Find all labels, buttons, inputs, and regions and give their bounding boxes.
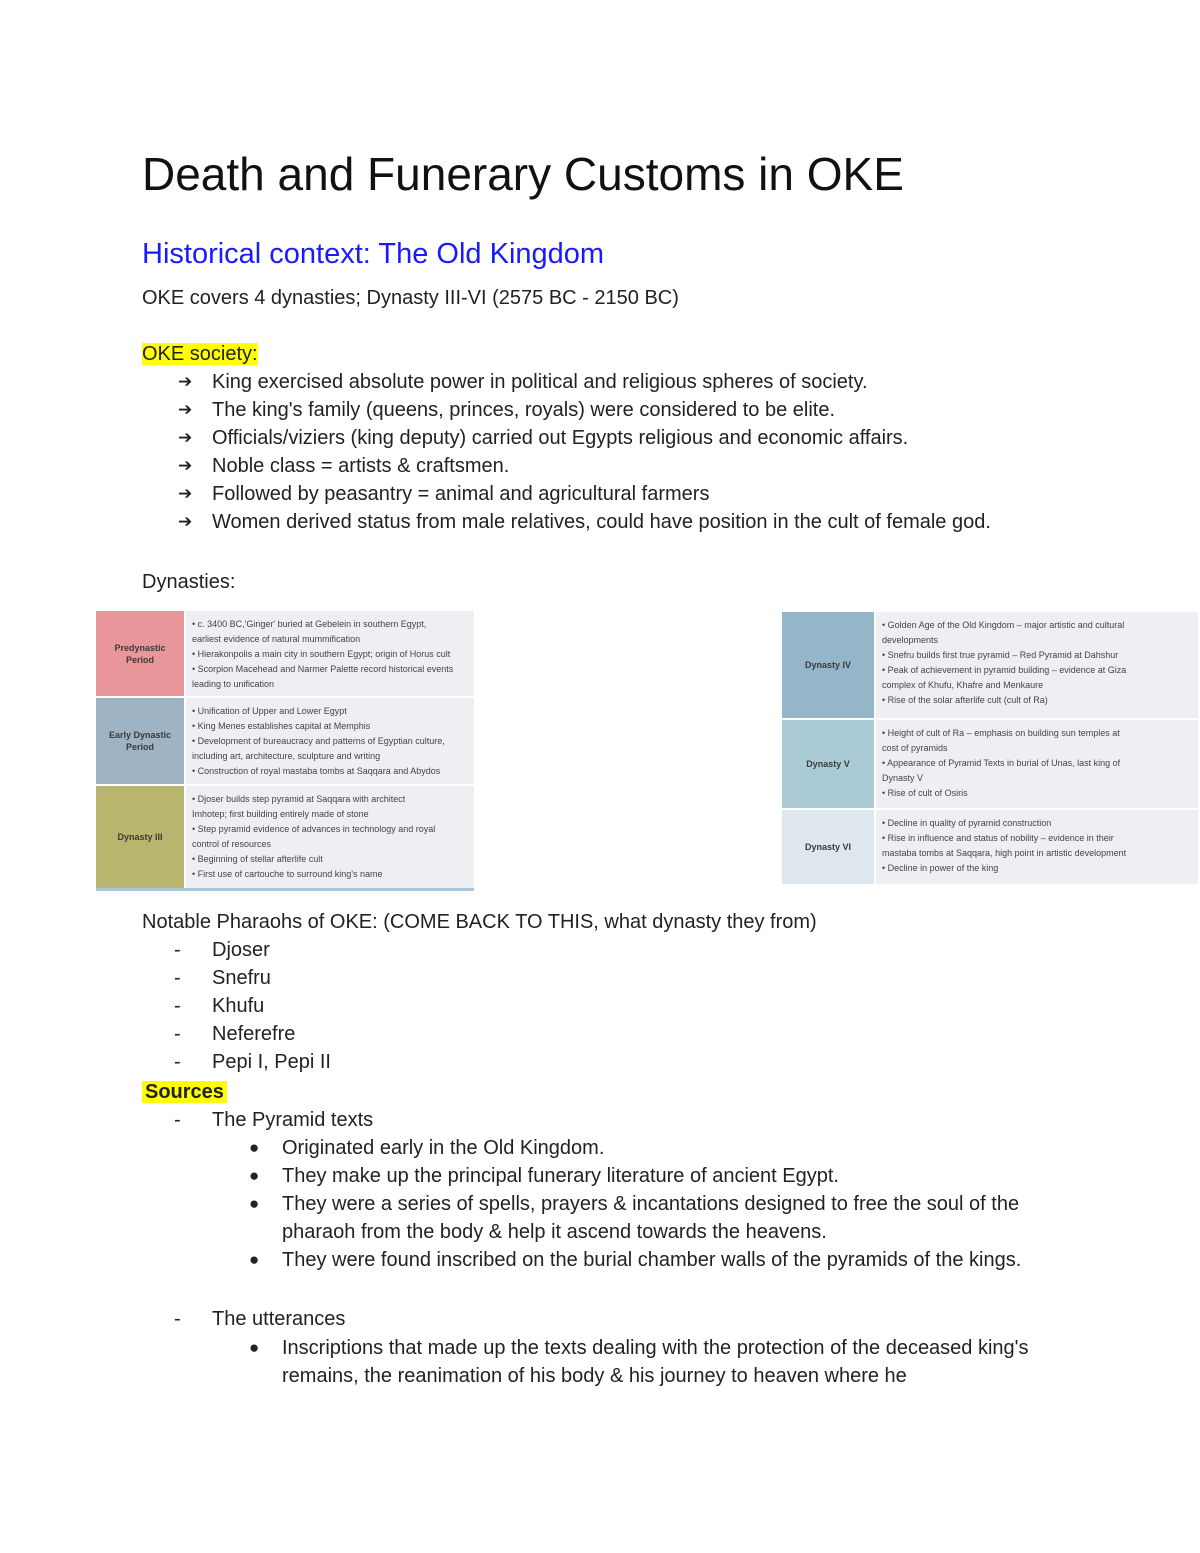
row-label: Dynasty III bbox=[96, 786, 184, 888]
list-item-text: Women derived status from male relatives, could have position in the cult of female god. bbox=[212, 511, 991, 533]
table-row bbox=[96, 786, 474, 891]
row-line: complex of Khufu, Khafre and Menkaure bbox=[882, 680, 1044, 690]
list-item bbox=[142, 1190, 1062, 1246]
list-item bbox=[142, 1246, 1062, 1274]
pyramid-texts-list bbox=[142, 1134, 1062, 1274]
list-item-text: King exercised absolute power in political and religious spheres of society. bbox=[212, 371, 868, 393]
bullet-icon: ● bbox=[249, 1166, 260, 1185]
row-line: • Beginning of stellar afterlife cult bbox=[192, 854, 323, 864]
row-line: • Scorpion Macehead and Narmer Palette record historical events bbox=[192, 664, 454, 674]
list-item bbox=[142, 936, 331, 964]
bullet-icon: ● bbox=[249, 1250, 260, 1269]
list-item bbox=[142, 1334, 1062, 1390]
row-line: • Decline in power of the king bbox=[882, 863, 999, 873]
dash-marker: - bbox=[174, 939, 181, 961]
dynasty-table-left bbox=[96, 611, 474, 891]
row-line: • Rise of the solar afterlife cult (cult of Ra) bbox=[882, 695, 1048, 705]
arrow-icon: ➔ bbox=[178, 372, 193, 391]
row-body bbox=[184, 786, 474, 888]
dash-marker: - bbox=[174, 1109, 181, 1131]
row-label: Early Dynastic Period bbox=[96, 698, 184, 784]
row-line: • c. 3400 BC,'Ginger' buried at Gebelein in southern Egypt, bbox=[192, 619, 427, 629]
row-line: leading to unification bbox=[192, 679, 275, 689]
list-item-text: Snefru bbox=[212, 967, 271, 989]
society-list bbox=[142, 368, 991, 536]
arrow-icon: ➔ bbox=[178, 400, 193, 419]
row-line: earliest evidence of natural mummification bbox=[192, 634, 361, 644]
row-line: • Unification of Upper and Lower Egypt bbox=[192, 706, 347, 716]
dash-marker: - bbox=[174, 995, 181, 1017]
row-line: • Construction of royal mastaba tombs at Saqqara and Abydos bbox=[192, 766, 441, 776]
row-line: • Hierakonpolis a main city in southern Egypt; origin of Horus cult bbox=[192, 649, 451, 659]
list-item-text: Officials/viziers (king deputy) carried out Egypts religious and economic affairs. bbox=[212, 427, 909, 449]
row-line: • First use of cartouche to surround king's name bbox=[192, 869, 383, 879]
row-body bbox=[184, 611, 474, 696]
arrow-icon: ➔ bbox=[178, 456, 193, 475]
row-line: • Development of bureaucracy and patterns of Egyptian culture, bbox=[192, 736, 445, 746]
list-item bbox=[142, 964, 331, 992]
list-item bbox=[142, 368, 991, 396]
row-line: • Snefru builds first true pyramid – Red Pyramid at Dahshur bbox=[882, 650, 1119, 660]
list-item-text: Pepi I, Pepi II bbox=[212, 1051, 331, 1073]
society-label-text: OKE society: bbox=[142, 343, 258, 365]
row-line: • Appearance of Pyramid Texts in burial of Unas, last king of bbox=[882, 758, 1121, 768]
list-item-text: The utterances bbox=[212, 1308, 346, 1330]
dash-marker: - bbox=[174, 967, 181, 989]
list-item-text: Originated early in the Old Kingdom. bbox=[282, 1137, 605, 1159]
row-line: • Peak of achievement in pyramid building – evidence at Giza bbox=[882, 665, 1127, 675]
row-line: mastaba tombs at Saqqara, high point in artistic development bbox=[882, 848, 1127, 858]
list-item bbox=[142, 424, 991, 452]
list-item-text: Neferefre bbox=[212, 1023, 296, 1045]
list-item bbox=[142, 1106, 373, 1134]
dash-marker: - bbox=[174, 1023, 181, 1045]
row-line: • Djoser builds step pyramid at Saqqara with architect bbox=[192, 794, 406, 804]
dash-marker: - bbox=[174, 1051, 181, 1073]
list-item-text: Followed by peasantry = animal and agricultural farmers bbox=[212, 483, 710, 505]
table-row bbox=[782, 720, 1198, 810]
row-line: Dynasty V bbox=[882, 773, 924, 783]
row-line: • Rise in influence and status of nobility – evidence in their bbox=[882, 833, 1114, 843]
dash-marker: - bbox=[174, 1308, 181, 1330]
list-item-text: Djoser bbox=[212, 939, 270, 961]
arrow-icon: ➔ bbox=[178, 428, 193, 447]
row-line: • Rise of cult of Osiris bbox=[882, 788, 968, 798]
table-row bbox=[782, 612, 1198, 720]
list-item-text: They make up the principal funerary literature of ancient Egypt. bbox=[282, 1165, 839, 1187]
row-body bbox=[874, 720, 1198, 808]
row-line: • Height of cult of Ra – emphasis on building sun temples at bbox=[882, 728, 1120, 738]
list-item bbox=[142, 992, 331, 1020]
list-item bbox=[142, 1134, 1062, 1162]
sources-list bbox=[142, 1106, 373, 1134]
dynasties-label: Dynasties: bbox=[142, 571, 236, 593]
row-body bbox=[874, 612, 1198, 718]
page-title: Death and Funerary Customs in OKE bbox=[142, 148, 904, 200]
list-item-text: Noble class = artists & craftsmen. bbox=[212, 455, 510, 477]
list-item-text: Khufu bbox=[212, 995, 265, 1017]
list-item-text: They were a series of spells, prayers & incantations designed to free the soul of the pharaoh from the body & help it ascend towards the heavens. bbox=[282, 1193, 1020, 1243]
list-item-text: The king's family (queens, princes, royals) were considered to be elite. bbox=[212, 399, 835, 421]
row-label: Dynasty VI bbox=[782, 810, 874, 884]
arrow-icon: ➔ bbox=[178, 512, 193, 531]
section-heading: Historical context: The Old Kingdom bbox=[142, 238, 605, 270]
pharaohs-label: Notable Pharaohs of OKE: (COME BACK TO THIS, what dynasty they from) bbox=[142, 911, 817, 933]
sources-label-text: Sources bbox=[142, 1081, 227, 1103]
bullet-icon: ● bbox=[249, 1338, 260, 1357]
row-line: including art, architecture, sculpture and writing bbox=[192, 751, 381, 761]
sources-label bbox=[142, 1078, 227, 1106]
intro-text: OKE covers 4 dynasties; Dynasty III-VI (2575 BC - 2150 BC) bbox=[142, 287, 679, 309]
list-item bbox=[142, 508, 991, 536]
row-line: • Step pyramid evidence of advances in technology and royal bbox=[192, 824, 436, 834]
row-body bbox=[874, 810, 1198, 884]
bullet-icon: ● bbox=[249, 1194, 260, 1213]
pharaohs-list bbox=[142, 936, 331, 1076]
row-line: Imhotep; first building entirely made of stone bbox=[192, 809, 369, 819]
row-label: Dynasty V bbox=[782, 720, 874, 808]
list-item-text: Inscriptions that made up the texts dealing with the protection of the deceased king's remains, the reanimation of his body & his journey to heaven where he bbox=[282, 1337, 1029, 1387]
list-item bbox=[142, 396, 991, 424]
table-row bbox=[96, 611, 474, 698]
row-line: • Decline in quality of pyramid construction bbox=[882, 818, 1052, 828]
row-line: cost of pyramids bbox=[882, 743, 948, 753]
list-item-text: They were found inscribed on the burial chamber walls of the pyramids of the kings. bbox=[282, 1249, 1022, 1271]
arrow-icon: ➔ bbox=[178, 484, 193, 503]
list-item bbox=[142, 1020, 331, 1048]
list-item bbox=[142, 1305, 345, 1333]
list-item bbox=[142, 480, 991, 508]
list-item bbox=[142, 1048, 331, 1076]
table-row bbox=[782, 810, 1198, 886]
bullet-icon: ● bbox=[249, 1138, 260, 1157]
utterances-heading-list bbox=[142, 1305, 345, 1333]
society-label bbox=[142, 340, 258, 368]
list-item bbox=[142, 452, 991, 480]
row-label: Dynasty IV bbox=[782, 612, 874, 718]
list-item-text: The Pyramid texts bbox=[212, 1109, 374, 1131]
row-line: developments bbox=[882, 635, 939, 645]
row-body bbox=[184, 698, 474, 784]
row-line: • Golden Age of the Old Kingdom – major artistic and cultural bbox=[882, 620, 1125, 630]
row-label: Predynastic Period bbox=[96, 611, 184, 696]
row-line: control of resources bbox=[192, 839, 272, 849]
row-line: • King Menes establishes capital at Memphis bbox=[192, 721, 371, 731]
dynasty-table-right bbox=[782, 612, 1198, 886]
utterances-list bbox=[142, 1334, 1062, 1390]
list-item bbox=[142, 1162, 1062, 1190]
table-row bbox=[96, 698, 474, 786]
